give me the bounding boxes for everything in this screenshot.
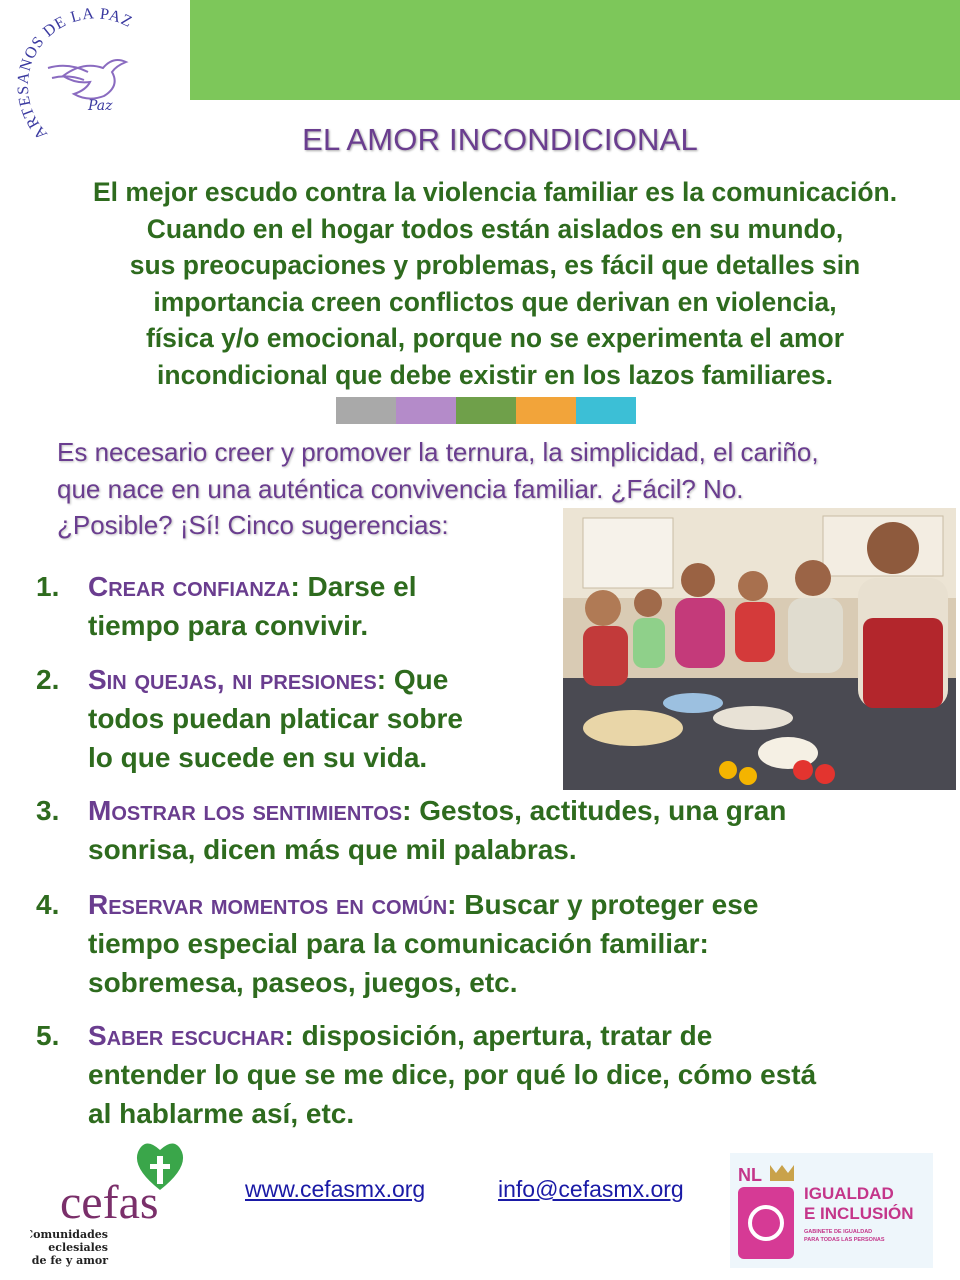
item-text: sobremesa, paseos, juegos, etc.: [88, 967, 518, 998]
intro-line: Cuando en el hogar todos están aislados en su mundo,: [146, 213, 844, 244]
item-text: al hablarme así, etc.: [88, 1098, 355, 1129]
item-number: 5.: [36, 1020, 60, 1051]
color-swatch: [576, 397, 636, 424]
item-text: lo que sucede en su vida.: [88, 742, 428, 773]
email-link[interactable]: info@cefasmx.org: [498, 1176, 684, 1202]
suggestions-line: ¿Posible? ¡Sí! Cinco sugerencias:: [57, 510, 449, 540]
item-text: tiempo especial para la comunicación familiar:: [88, 928, 709, 959]
item-number: 3.: [36, 795, 60, 826]
list-item: 2. Sin quejas, ni presiones: Que todos puedan platicar sobre lo que sucede en su vida.: [36, 660, 556, 777]
dove-icon: [48, 60, 126, 99]
color-swatch: [516, 397, 576, 424]
intro-line: sus preocupaciones y problemas, es fácil que detalles sin: [129, 250, 861, 280]
igualdad-sub-line: GABINETE DE IGUALDAD: [804, 1229, 873, 1235]
color-swatch: [396, 397, 456, 424]
item-text: sonrisa, dicen más que mil palabras.: [88, 834, 577, 865]
cefas-logo: [30, 1138, 210, 1270]
item-number: 2.: [36, 664, 60, 695]
list-item: 3. Mostrar los sentimientos: Gestos, actitudes, una gran sonrisa, dicen más que mil palabras.: [36, 791, 956, 871]
cefas-sub-line: Comunidades: [30, 1228, 108, 1241]
suggestions-line: que nace en una auténtica convivencia familiar. ¿Fácil? No.: [57, 473, 744, 504]
intro-line: incondicional que debe existir en los lazos familiares.: [157, 359, 833, 390]
item-keyword: Saber escuchar: [88, 1020, 285, 1051]
item-keyword: Sin quejas, ni presiones: [88, 664, 377, 695]
igualdad-title-line: IGUALDAD: [804, 1184, 894, 1203]
igualdad-title-line: E INCLUSIÓN: [804, 1204, 914, 1223]
item-keyword: Reservar momentos en común: [88, 889, 448, 920]
item-number: 1.: [36, 571, 60, 602]
color-swatch: [456, 397, 516, 424]
page-title: EL AMOR INCONDICIONAL: [302, 122, 698, 157]
nl-label: NL: [738, 1165, 762, 1185]
header-banner: [190, 0, 960, 100]
list-item: 5. Saber escuchar: disposición, apertura, tratar de entender lo que se me dice, por qué lo dice, cómo está al hablarme así, etc.: [36, 1016, 956, 1133]
suggestions-line: Es necesario creer y promover la ternura, la simplicidad, el cariño,: [57, 437, 819, 467]
intro-line: importancia creen conflictos que derivan en violencia,: [153, 286, 837, 317]
item-text: entender lo que se me dice, por qué lo dice, cómo está: [88, 1059, 817, 1090]
logo-script-text: Paz: [88, 98, 113, 114]
list-item: 4. Reservar momentos en común: Buscar y proteger ese tiempo especial para la comunicación familiar: sobremesa, paseos, juegos, etc.: [36, 885, 956, 1002]
item-text: tiempo para convivir.: [88, 610, 369, 641]
cefas-sub-line: de fe y amor: [31, 1254, 108, 1267]
igualdad-inclusion-logo: [730, 1153, 933, 1268]
color-swatch: [336, 397, 396, 424]
cefas-name: cefas: [60, 1176, 159, 1229]
logo-arc-text: ARTESANOS DE LA PAZ: [14, 6, 136, 143]
intro-line: El mejor escudo contra la violencia familiar es la comunicación.: [92, 177, 898, 207]
item-text: Darse el: [307, 571, 417, 602]
list-item: 1. Crear confianza: Darse el tiempo para convivir.: [36, 567, 556, 647]
website-link[interactable]: www.cefasmx.org: [245, 1176, 426, 1202]
item-number: 4.: [36, 889, 60, 920]
item-keyword: Mostrar los sentimientos: [88, 795, 403, 826]
color-divider: [336, 397, 636, 424]
crown-icon: [770, 1165, 794, 1181]
family-cooking-photo: [563, 508, 956, 790]
emblem-icon: [738, 1187, 794, 1259]
intro-paragraph: [30, 174, 960, 393]
igualdad-sub-line: PARA TODAS LAS PERSONAS: [804, 1237, 885, 1243]
item-text: Que: [393, 664, 449, 695]
item-text: todos puedan platicar sobre: [88, 703, 463, 734]
cefas-sub-line: eclesiales: [48, 1241, 108, 1254]
intro-line: física y/o emocional, porque no se experimenta el amor: [145, 323, 845, 353]
item-text: Buscar y proteger ese: [464, 889, 759, 920]
item-text: disposición, apertura, tratar de: [301, 1020, 713, 1051]
item-keyword: Crear confianza: [88, 571, 291, 602]
item-text: Gestos, actitudes, una gran: [419, 795, 787, 826]
